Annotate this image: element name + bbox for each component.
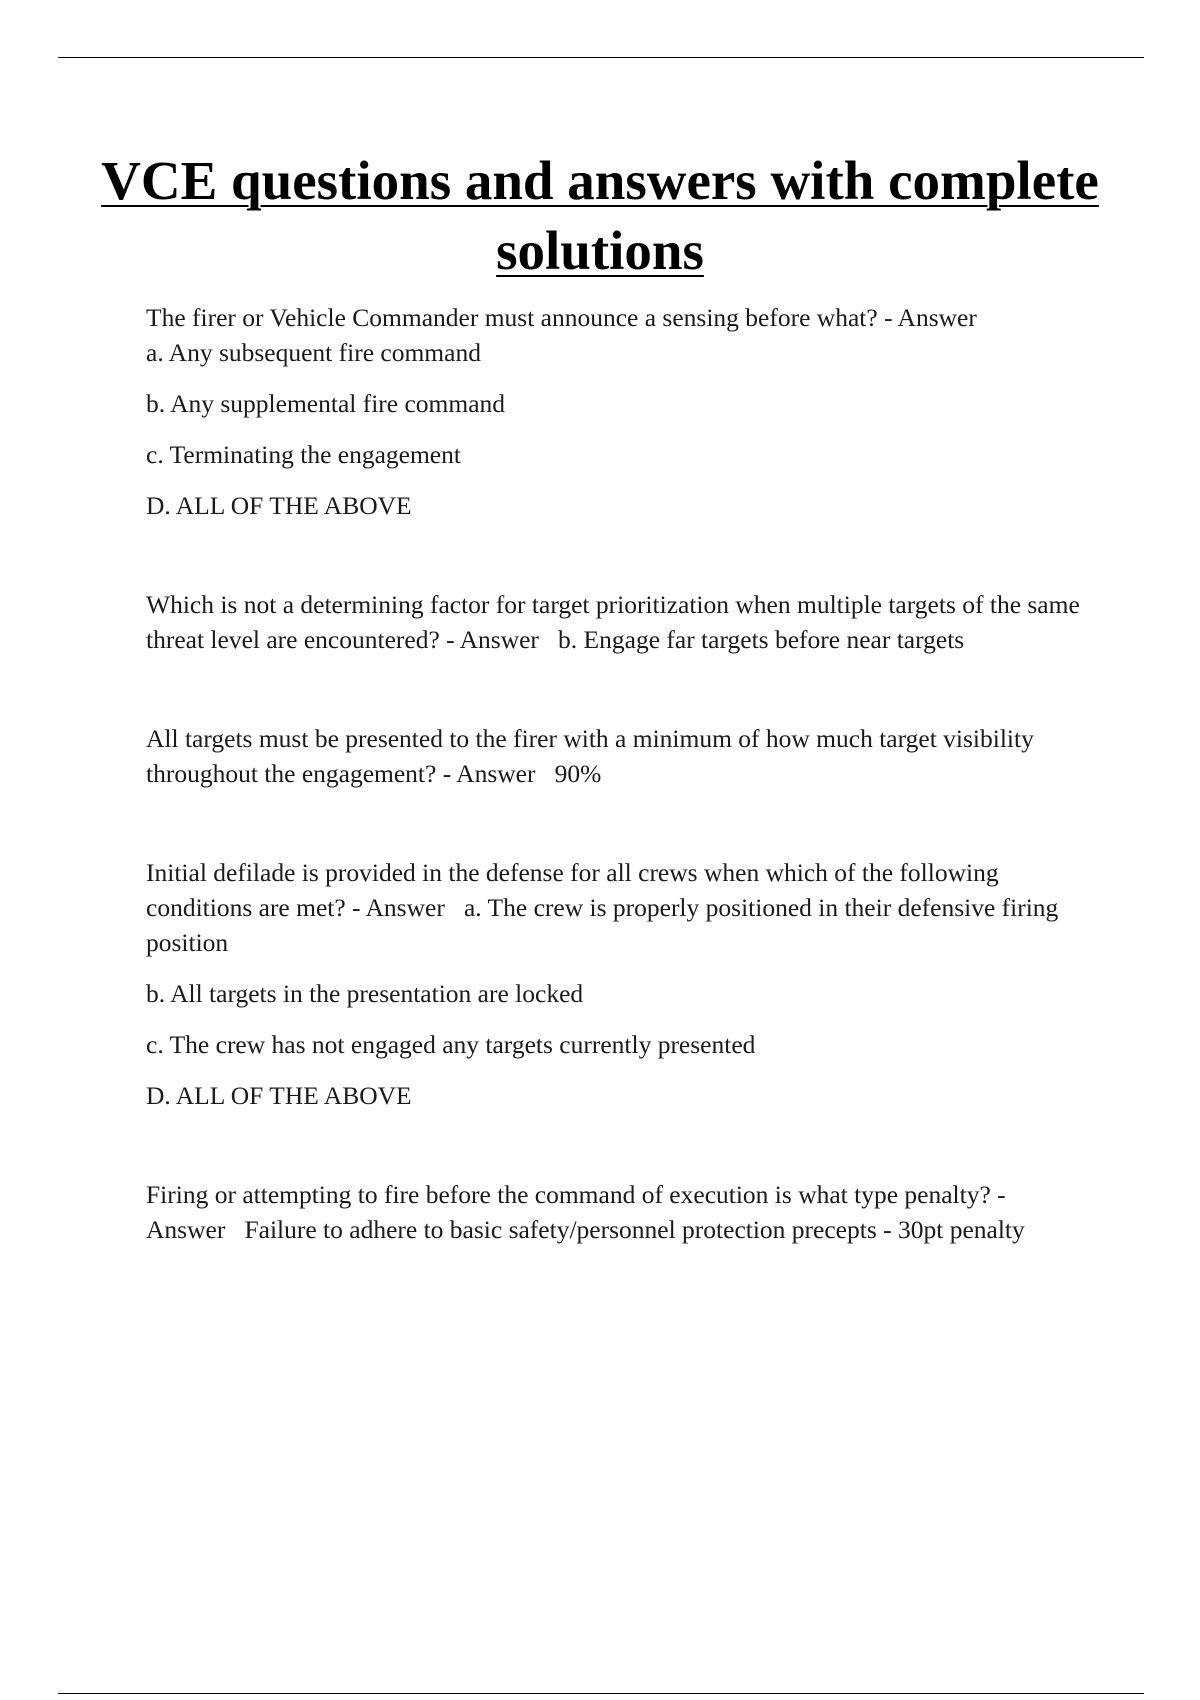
bottom-rule <box>58 1693 1144 1694</box>
answer-text: Failure to adhere to basic safety/personnel protection precepts - 30pt penalty <box>244 1215 1025 1244</box>
qa-item <box>146 855 1086 1113</box>
qa-item <box>146 587 1086 657</box>
answer-text: a. Any subsequent fire command <box>146 338 481 367</box>
top-rule <box>58 57 1144 58</box>
document-title: VCE questions and answers with complete solutions <box>101 150 1099 281</box>
qa-item <box>146 721 1086 791</box>
answer-text: b. Engage far targets before near targets <box>558 625 965 654</box>
qa-item <box>146 300 1086 523</box>
question-answer-text <box>146 855 1086 960</box>
question-text: Which is not a determining factor for target prioritization when multiple targets of the same threat level are encountered? - Answer <box>146 590 1080 654</box>
answer-text: a. The crew is properly positioned in their defensive firing position <box>146 893 1059 957</box>
answer-option: c. Terminating the engagement <box>146 440 461 469</box>
question-answer-text <box>146 721 1086 791</box>
answer-text: 90% <box>554 759 602 788</box>
question-text: Firing or attempting to fire before the command of execution is what type penalty? - Answer <box>146 1180 1006 1244</box>
answer-option: c. The crew has not engaged any targets currently presented <box>146 1030 756 1059</box>
question-text: The firer or Vehicle Commander must announce a sensing before what? - Answer <box>146 303 977 332</box>
question-text: Initial defilade is provided in the defense for all crews when which of the following conditions are met? - Answer <box>146 858 999 922</box>
question-answer-text <box>146 1177 1086 1247</box>
answer-option: b. All targets in the presentation are locked <box>146 979 584 1008</box>
qa-list <box>146 300 1086 1247</box>
answer-option: b. Any supplemental fire command <box>146 389 506 418</box>
qa-item <box>146 1177 1086 1247</box>
question-text: All targets must be presented to the firer with a minimum of how much target visibility throughout the engagement? - Answer <box>146 724 1034 788</box>
answer-option: D. ALL OF THE ABOVE <box>146 1081 412 1110</box>
answer-option: D. ALL OF THE ABOVE <box>146 491 412 520</box>
question-answer-text <box>146 587 1086 657</box>
